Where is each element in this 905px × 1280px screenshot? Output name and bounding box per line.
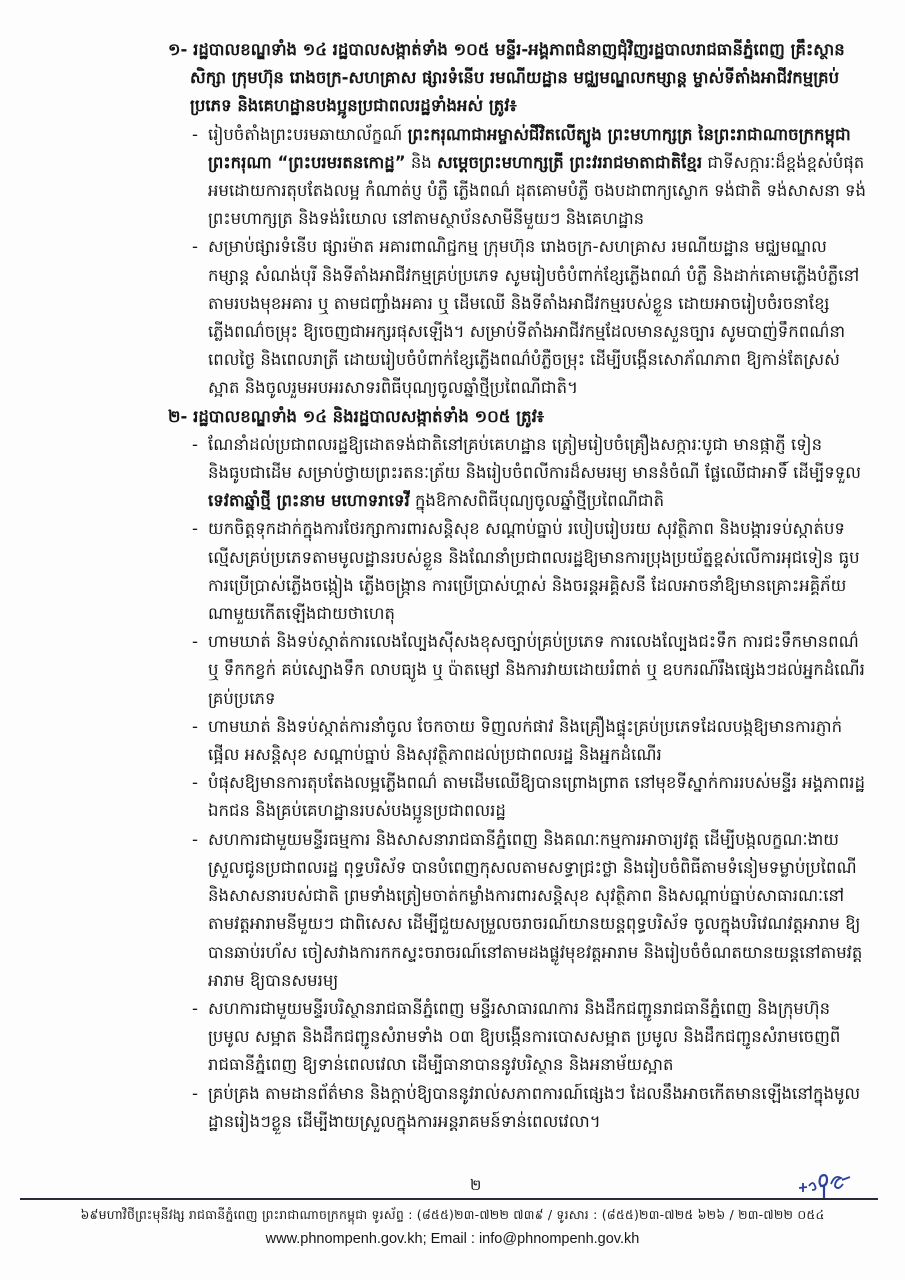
bullet-dash: - [192,829,198,849]
bullet-dash: - [192,1083,198,1103]
bullet-text: ហាមឃាត់ និងទប់ស្កាត់ការនាំចូល ចែកចាយ ទិញលក់ផាវ និងគ្រឿងផ្ទុះគ្រប់ប្រភេទដែលបង្កឱ្យមានការភ្ញាក់ផ្អើល អសន្តិសុខ សណ្តាប់ធ្នាប់ និងសុវត្ថិភាពដល់ប្រជាពលរដ្ឋ និងអ្នកដំណើរ [208,716,843,765]
bullet-paragraph [168,628,868,713]
bullet-text: ហាមឃាត់ និងទប់ស្កាត់ការលេងល្បែងស៊ីសងខុសច្បាប់គ្រប់ប្រភេទ ការលេងល្បែងជះទឹក ការជះទឹកមានពណ៌ ឬ ទឹកកខ្វក់ គប់ស្បោងទឹក លាបធ្យូង ឬ ប៉ាតម្សៅ និងការវាយដោយរំពាត់ ឬ ឧបករណ៍រឹងផ្សេងៗដល់អ្នកដំណើរគ្រប់ប្រភេទ [208,632,865,708]
bullet-text: គ្រប់គ្រង តាមដានព័ត៌មាន និងក្តាប់ឱ្យបាននូវរាល់សភាពការណ៍ផ្សេងៗ ដែលនឹងអាចកើតមានឡើងនៅក្នុងមូលដ្ឋានរៀងៗខ្លួន ដើម្បីងាយស្រួលក្នុងការអន្តរាគមន៍ទាន់ពេលវេលា។ [208,1083,861,1131]
section-number: ២- [168,406,194,426]
bullet-paragraph [168,515,868,628]
section-number: ១- [168,40,194,59]
section-heading-text: រដ្ឋបាលខណ្ឌទាំង ១៤ និងរដ្ឋបាលសង្កាត់ទាំង ១០៥ ត្រូវ៖ [193,406,545,426]
bullet-dash: - [192,998,198,1018]
bullet-text: និង [405,152,438,172]
page-number: ២ [470,1176,482,1194]
bullet-paragraph [168,826,868,995]
bullet-text: សហការជាមួយមន្ទីរបរិស្ថានរាជធានីភ្នំពេញ មន្ទីរសាធារណការ និងដឹកជញ្ជូនរាជធានីភ្នំពេញ និងក្រុមហ៊ុនប្រមូល សម្អាត និងដឹកជញ្ជូនសំរាមទាំង ០៣ ឱ្យបង្កើនការបោសសម្អាត ប្រមូល និងដឹកជញ្ជូនសំរាមចេញពីរាជធានីភ្នំពេញ ឱ្យទាន់ពេលវេលា ដើម្បីធានាបាននូវបរិស្ថាន និងអនាម័យស្អាត [208,998,841,1075]
bullet-text: យកចិត្តទុកដាក់ក្នុងការថែរក្សាការពារសន្តិសុខ សណ្តាប់ធ្នាប់ របៀបរៀបរយ សុវត្ថិភាព និងបង្ការទប់ស្កាត់បទល្មើសគ្រប់ប្រភេទតាមមូលដ្ឋានរបស់ខ្លួន និងណែនាំប្រជាពលរដ្ឋឱ្យមានការប្រុងប្រយ័ត្នខ្ពស់លើការអុជទៀន ធូប ការប្រើប្រាស់ភ្លើងចង្កៀង ភ្លើងចង្ក្រាន ការប្រើប្រាស់ហ្គាស់ និងចរន្តអគ្គិសនី ដែលអាចនាំឱ្យមានគ្រោះអគ្គិភ័យណាមួយកើតឡើងជាយថាហេតុ [208,519,860,624]
section-heading [168,403,868,431]
bullet-paragraph [168,1080,868,1136]
bold-text: ទេវតាឆ្នាំថ្មី ព្រះនាម មហោទរាទេវី [208,491,410,511]
bold-text: សម្តេចព្រះមហាក្សត្រី ព្រះវររាជមាតាជាតិខ្មែរ [437,152,703,172]
bullet-text: ណែនាំដល់ប្រជាពលរដ្ឋឱ្យដោតទង់ជាតិនៅគ្រប់គេហដ្ឋាន ត្រៀមរៀបចំគ្រឿងសក្ការៈបូជា មានផ្កាភ្ញី ទៀន និងធូបជាដើម សម្រាប់ថ្វាយព្រះរតនៈត្រ័យ និងរៀបចំពលីការដ៏សមរម្យ មាននំចំណី ផ្លែឈើជាអាទិ៍ ដើម្បីទទួល [208,434,861,483]
bullet-text: សម្រាប់ផ្សារទំនើប ផ្សារម៉ាត អគារពាណិជ្ជកម្ម ក្រុមហ៊ុន រោងចក្រ-សហគ្រាស រមណីយដ្ឋាន មជ្ឈមណ្ឌលកម្សាន្ត សំណង់បុរី និងទីតាំងអាជីវកម្មគ្រប់ប្រភេទ សូមរៀបចំបំពាក់ខ្សែភ្លើងពណ៌ បំភ្លឺ និងដាក់គោមភ្លើងបំភ្លឺនៅតាមរបងមុខអគារ ឬ តាមជញ្ជាំងអគារ ឬ ដើមឈើ និងទីតាំងអាជីវកម្មរបស់ខ្លួន ដោយអាចរៀបចំរចនាខ្សែភ្លើងពណ៌ចម្រុះ ឱ្យចេញជាអក្សរផុសឡើង។ សម្រាប់ទីតាំងអាជីវកម្មដែលមានសួនច្បារ សូមបាញ់ទឹកពណ៌នាពេលថ្ងៃ និងពេលរាត្រី ដោយរៀបចំបំពាក់ខ្សែភ្លើងពណ៌បំភ្លឺចម្រុះ ដើម្បីបង្កើនសោភ័ណភាព ឱ្យកាន់តែស្រស់ស្អាត និងចូលរួមអបអរសាទរពិធីបុណ្យចូលឆ្នាំថ្មីប្រពៃណីជាតិ។ [208,237,860,398]
bullet-text: ក្នុងឱកាសពិធីបុណ្យចូលឆ្នាំថ្មីប្រពៃណីជាតិ [409,491,665,511]
bullet-dash: - [192,434,198,454]
bullet-paragraph [168,431,868,516]
bullet-dash: - [192,519,198,539]
footer-address: ៦៩មហាវិថីព្រះមុនីវង្ស រាជធានីភ្នំពេញ ព្រះរាជាណាចក្រកម្ពុជា ទូរស័ព្ទ : (៨៥៥)២៣-៧២២ ៧៣៩ / ទូរសារ : (៨៥៥)២៣-៧២៥ ៦២៦ / ២៣-៧២២ ០៥៤ [80,1207,825,1222]
bold-text: ព្រះករុណាជាអម្ចាស់ជីវិតលើត្បូង ព្រះមហាក្សត្រ នៃព្រះរាជាណាចក្រកម្ពុជា ព្រះករុណា “ព្រះបរមរតនកោដ្ឋ” [208,124,851,172]
signature-mark [795,1168,855,1198]
bullet-text: សហការជាមួយមន្ទីរធម្មការ និងសាសនារាជធានីភ្នំពេញ និងគណៈកម្មការអាចារ្យវត្ត ដើម្បីបង្កលក្ខណៈងាយស្រួលជូនប្រជាពលរដ្ឋ ពុទ្ធបរិស័ទ បានបំពេញកុសលតាមសទ្ធាជ្រះថ្លា និងរៀបចំពិធីតាមទំនៀមទម្លាប់ប្រពៃណី និងសាសនារបស់ជាតិ ព្រមទាំងត្រៀមចាត់កម្លាំងការពារសន្តិសុខ សុវត្ថិភាព និងសណ្តាប់ធ្នាប់សាធារណៈនៅតាមវត្តអារាមនីមួយៗ ជាពិសេស ដើម្បីជួយសម្រួលចរាចរណ៍យានយន្តពុទ្ធបរិស័ទ ចូលក្នុងបរិវេណវត្តអារាម ឱ្យបានឆាប់រហ័ស ចៀសវាងការកកស្ទះចរាចរណ៍នៅតាមដងផ្លូវមុខវត្តអារាម និងរៀបចំចំណតយានយន្តនៅតាមវត្តអារាម ឱ្យបានសមរម្យ [208,829,863,990]
section-heading-text: រដ្ឋបាលខណ្ឌទាំង ១៤ រដ្ឋបាលសង្កាត់ទាំង ១០៥ មន្ទីរ-អង្គភាពជំនាញជុំវិញរដ្ឋបាលរាជធានីភ្នំពេញ គ្រឹះស្ថានសិក្សា ក្រុមហ៊ុន រោងចក្រ-សហគ្រាស ផ្សារទំនើប រមណីយដ្ឋាន មជ្ឈមណ្ឌលកម្សាន្ត ម្ចាស់ទីតាំងអាជីវកម្មគ្រប់ប្រភេទ និងគេហដ្ឋានបងប្អូនប្រជាពលរដ្ឋទាំងអស់ ត្រូវ៖ [190,40,845,116]
bullet-text: បំផុសឱ្យមានការតុបតែងលម្អភ្លើងពណ៌ តាមដើមឈើឱ្យបានព្រោងព្រាត នៅមុខទីស្នាក់ការរបស់មន្ទីរ អង្គភាពរដ្ឋ ឯកជន និងគ្រប់គេហដ្ឋានរបស់បងប្អូនប្រជាពលរដ្ឋ [208,773,865,821]
footer-divider [20,1198,878,1200]
bullet-dash: - [192,124,198,144]
bullet-dash: - [192,716,198,736]
bullet-text: រៀបចំតាំងព្រះបរមឆាយាល័ក្ខណ៍ [208,124,408,144]
bullet-dash: - [192,773,198,793]
bullet-paragraph [168,121,868,234]
bullet-paragraph [168,233,868,402]
bullet-paragraph [168,713,868,769]
bullet-paragraph [168,995,868,1080]
bullet-dash: - [192,632,198,652]
footer-web-email: www.phnompenh.gov.kh; Email : info@phnompenh.gov.kh [265,1231,640,1247]
section-heading [168,36,868,121]
bullet-dash: - [192,237,198,257]
bullet-text: ជាទីសក្ការៈដ៏ខ្ពង់ខ្ពស់បំផុត អមដោយការតុបតែងលម្អ កំណាត់ប្ញ បំភ្លឺ ភ្លើងពណ៌ ដុតគោមបំភ្លឺ ចងបដាពាក្យស្លោក ទង់ជាតិ ទង់សាសនា ទង់ព្រះមហាក្សត្រ និងទង់រំយោល នៅតាមស្ថាប័នសាមីនីមួយៗ និងគេហដ្ឋាន [208,152,866,229]
document-body [168,36,868,1136]
bullet-paragraph [168,769,868,825]
